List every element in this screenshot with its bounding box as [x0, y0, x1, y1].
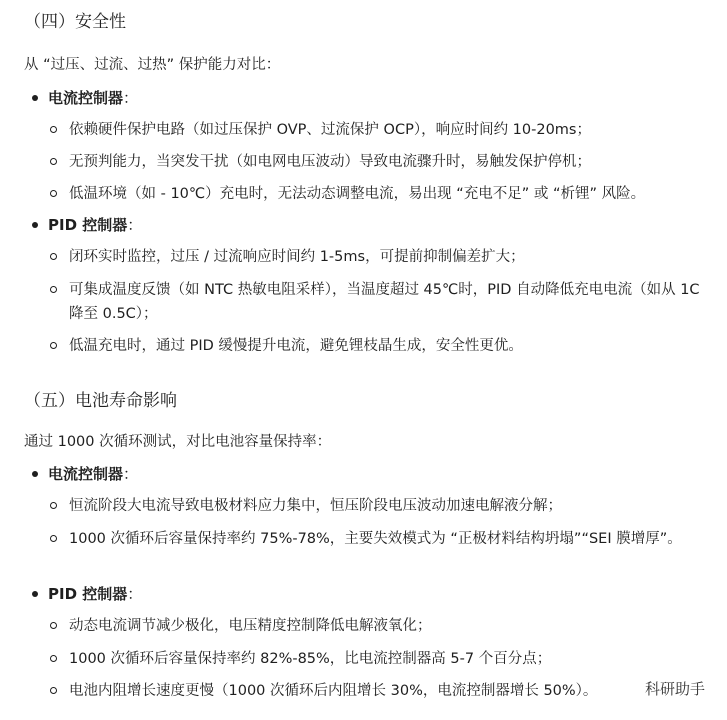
section-heading-battery-life: （五）电池寿命影响	[24, 391, 177, 411]
bullet-ring	[50, 158, 57, 165]
watermark: 科研助手	[639, 676, 705, 702]
section-heading-safety: （四）安全性	[24, 12, 126, 32]
bullet-ring	[50, 622, 57, 629]
bullet-ring	[50, 535, 57, 542]
bullet-ring	[50, 126, 57, 133]
controller-label: PID 控制器	[48, 216, 128, 234]
bullet-ring	[50, 286, 57, 293]
bullet-ring	[50, 342, 57, 349]
controller-label: PID 控制器	[48, 585, 128, 603]
bullet-ring	[50, 502, 57, 509]
bullet-dot	[32, 471, 38, 477]
bullet-dot	[32, 591, 38, 597]
bullet-ring	[50, 253, 57, 260]
bullet-dot	[32, 95, 38, 101]
document-page: （四）安全性 从 “过压、过流、过热” 保护能力对比： 电流控制器： 依赖硬件保护电路（如过压保护 OVP、过流保护 OCP），响应时间约 10-20ms； 无预判能力，当突发干扰（如电网电压波动）导致电流骤升时，易触发保护停机； 低温环境（如 - 10℃）充电时，无法动态调整电流，易出现 “充电不足” 或 “析锂” 风险。 PID 控制器： 闭环实时监控，过压 / 过流响应时间约 1-5ms，可提前抑制偏差扩大； 可集成温度反馈（如 NTC 热敏电阻采样），当温度超过 45℃时，PID 自动降低充电电流（如从 1C 降至 0.5C）； 低温充电时，通过 PID 缓慢提升电流，避免锂枝晶生成，安全性更优。 （五）电池寿命影响 通过 1000 次循环测试，对比电池容量保持率： 电流控制器： 恒流阶段大电流导致电极材料应力集中，恒压阶段电压波动加速电解液分解； 1000 次循环后容量保持率约 75%-78%，主要失效模式为 “正极材料结构坍塌”“SEI 膜增厚”。 PID 控制器： 动态电流调节减少极化，电压精度控制降低电解液氧化； 1000 次循环后容量保持率约 82%-85%，比电流控制器高 5-7 个百分点； 电池内阻增长速度更慢（1000 次循环后内阻增长 30%，电流控制器增长 50%）。 科研助手	[0, 0, 727, 720]
controller-label: 电流控制器	[48, 89, 124, 107]
section-intro-battery-life: 通过 1000 次循环测试，对比电池容量保持率：	[24, 434, 332, 450]
section-intro-safety: 从 “过压、过流、过热” 保护能力对比：	[24, 57, 281, 73]
bullet-ring	[50, 655, 57, 662]
bullet-ring	[50, 687, 57, 694]
bullet-ring	[50, 190, 57, 197]
bullet-dot	[32, 222, 38, 228]
controller-label: 电流控制器	[48, 465, 124, 483]
